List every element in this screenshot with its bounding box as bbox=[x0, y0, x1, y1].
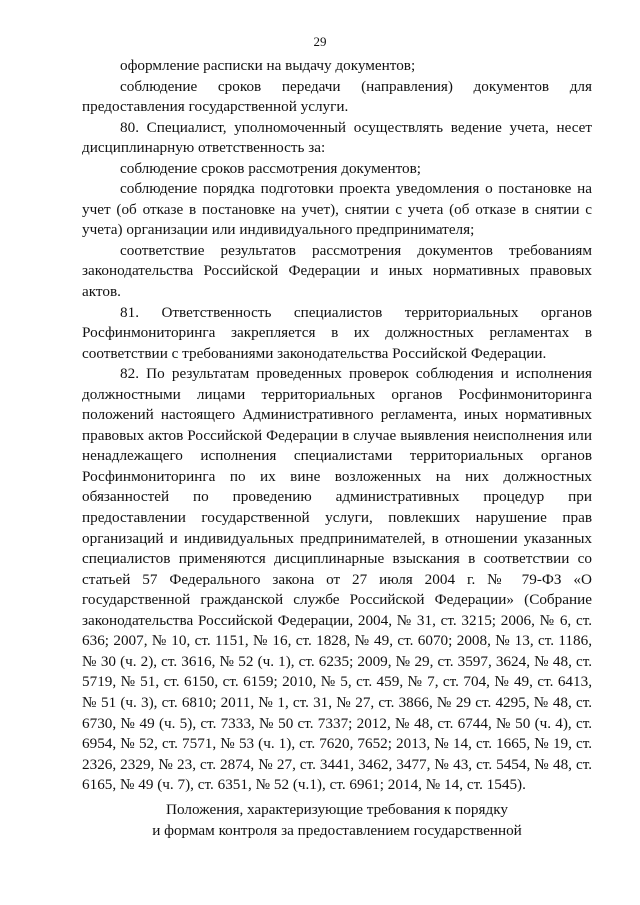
paragraph-receipt: оформление расписки на выдачу документов; bbox=[120, 57, 416, 74]
section-heading bbox=[82, 800, 592, 841]
paragraph-deadlines: соблюдение сроков передачи (направления) документов для предоставления государственной услуги. bbox=[82, 77, 592, 116]
section-heading-line-1: Положения, характеризующие требования к порядку bbox=[166, 801, 508, 818]
paragraph-review-deadlines: соблюдение сроков рассмотрения документов; bbox=[120, 159, 421, 177]
paragraph-80: 80. Специалист, уполномоченный осуществлять ведение учета, несет дисциплинарную ответственность за: bbox=[82, 118, 592, 157]
page-number: 29 bbox=[313, 34, 327, 49]
section-heading-line-2: и формам контроля за предоставлением государственной bbox=[152, 821, 522, 839]
paragraph-82: 82. По результатам проведенных проверок соблюдения и исполнения должностными лицами территориальных органов Росфинмониторинга положений настоящего Административного регламента, иных нормативных правовых актов Российской Федерации в случае выявления неисполнения или ненадлежащего исполнения специалистами территориальных органов Росфинмониторинга по их вине возложенных на них должностных обязанностей по проведению административных процедур при предоставлении государственной услуги, повлекших нарушение прав организаций и индивидуальных предпринимателей, в отношении указанных специалистов применяются дисциплинарные взыскания в соответствии со статьей 57 Федерального закона от 27 июля 2004 г. № 79-ФЗ «О государственной гражданской службе Российской Федерации» (Собрание законодательства Российской Федерации, 2004, № 31, ст. 3215; 2006, № 6, ст. 636; 2007, № 10, ст. 1151, № 16, ст. 1828, № 49, ст. 6070; 2008, № 13, ст. 1186, № 30 (ч. 2), ст. 3616, № 52 (ч. 1), ст. 6235; 2009, № 29, ст. 3597, 3624, № 48, ст. 5719, № 51, ст. 6150, ст. 6159; 2010, № 5, ст. 459, № 7, ст. 704, № 49, ст. 6413, № 51 (ч. 3), ст. 6810; 2011, № 1, ст. 31, № 27, ст. 3866, № 29 ст. 4295, № 48, ст. 6730, № 49 (ч. 5), ст. 7333, № 50 ст. 7337; 2012, № 48, ст. 6744, № 50 (ч. 4), ст. 6954, № 52, ст. 7571, № 53 (ч. 1), ст. 7620, 7652; 2013, № 14, ст. 1665, № 19, ст. 2326, 2329, № 23, ст. 2874, № 27, ст. 3441, 3462, 3477, № 43, ст. 5454, № 48, ст. 6165, № 49 (ч. 7), ст. 6351, № 52 (ч.1), ст. 6961; 2014, № 14, ст. 1545). bbox=[82, 365, 592, 794]
body-text bbox=[82, 56, 592, 796]
paragraph-compliance: соответствие результатов рассмотрения документов требованиям законодательства Российской Федерации и иных нормативных правовых актов. bbox=[82, 241, 592, 301]
paragraph-81: 81. Ответственность специалистов территориальных органов Росфинмониторинга закрепляется в их должностных регламентах в соответствии с требованиями законодательства Российской Федерации. bbox=[82, 303, 592, 362]
paragraph-notification-procedure: соблюдение порядка подготовки проекта уведомления о постановке на учет (об отказе в постановке на учет), снятии с учета (об отказе в снятии с учета) организации или индивидуального предпринимателя; bbox=[82, 180, 592, 239]
